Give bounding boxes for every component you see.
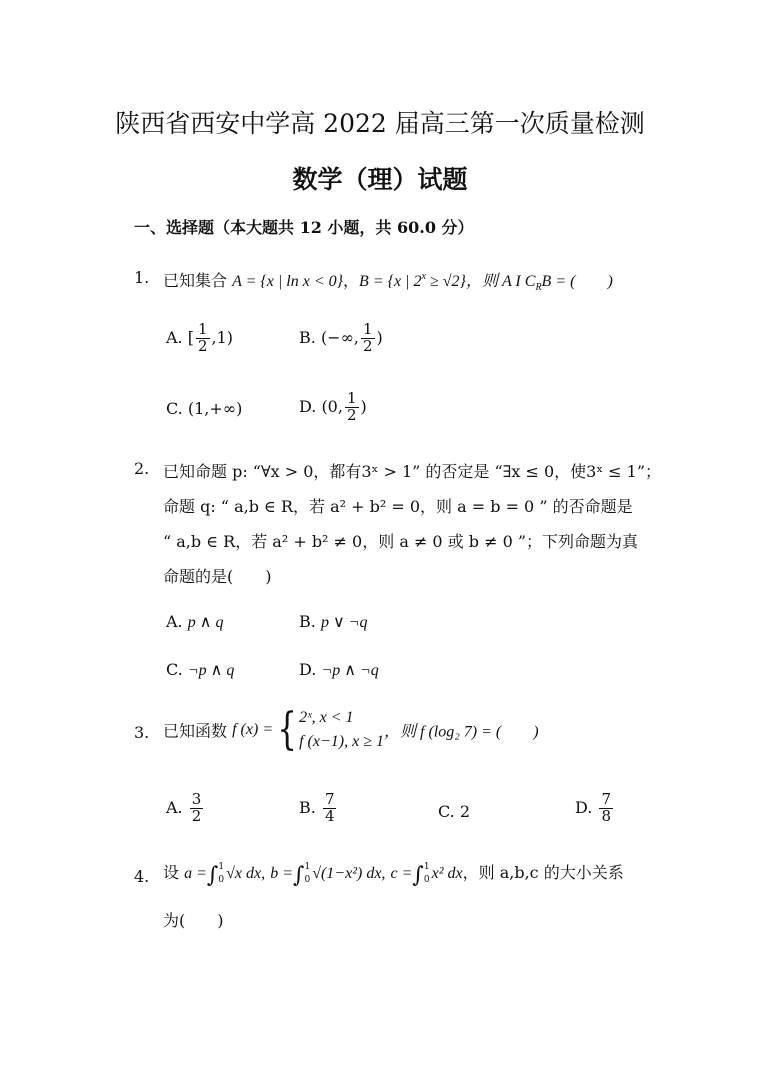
option-label: A. <box>166 612 183 631</box>
case-1: 2ˣ, x < 1 <box>299 709 354 726</box>
question-stem <box>163 706 539 754</box>
integrand-b: √(1−x²) dx, <box>312 865 386 882</box>
question-number: 1. <box>134 268 150 287</box>
integral-limits: 1 0 <box>423 861 430 885</box>
option-c[interactable] <box>166 399 242 418</box>
option-text: ¬p ∧ q <box>187 662 235 679</box>
option-text: (1,+∞) <box>187 399 243 418</box>
option-a[interactable] <box>166 612 223 632</box>
stem-line-3: “ a,b ∈ R，若 a² + b² ≠ 0，则 a ≠ 0 或 b ≠ 0 ”；下列命题为真 <box>163 532 639 551</box>
option-text: ) <box>376 327 383 347</box>
option-d[interactable] <box>299 391 367 424</box>
integral-sign: ∫ <box>412 863 424 888</box>
expr-c: c = <box>390 865 413 882</box>
question-stem <box>163 860 624 888</box>
set-a: A = {x | ln x < 0} <box>232 273 344 290</box>
option-label: C. <box>166 399 183 418</box>
stem-ask-rest: B = ( ) <box>541 273 613 290</box>
expr-a: a = <box>184 865 207 882</box>
integral-limits: 1 0 <box>304 861 311 885</box>
option-text: ,1) <box>211 327 234 347</box>
stem-prefix: 设 <box>163 863 180 882</box>
question-number: 4. <box>134 867 150 886</box>
question-number: 3. <box>134 723 150 742</box>
subscript-r: R <box>535 282 542 293</box>
option-label: D. <box>299 396 317 416</box>
brace-symbol: { <box>277 704 297 755</box>
piecewise-cases <box>299 706 384 754</box>
option-d[interactable] <box>575 792 615 825</box>
stem-ask: ，则 f (log₂ 7) = ( ) <box>384 723 539 741</box>
stem-prefix: 已知函数 <box>163 721 228 741</box>
option-text: ) <box>360 396 367 416</box>
option-b[interactable] <box>299 612 367 632</box>
option-label: D. <box>299 660 317 679</box>
function-name: f (x) = <box>232 721 274 738</box>
option-text: (−∞, <box>320 327 359 347</box>
option-text: p ∧ q <box>187 614 224 631</box>
option-text: ¬p ∧ ¬q <box>321 662 379 679</box>
exam-subtitle: 数学（理）试题 <box>292 165 468 194</box>
stem-ask: ，则 A I C <box>465 273 536 290</box>
fraction: $\frac{1}{2}$ <box>197 320 208 355</box>
expr-b: b = <box>270 865 293 882</box>
option-label: A. <box>166 327 183 347</box>
option-a[interactable] <box>166 792 205 825</box>
stem-prefix: 已知集合 <box>163 271 228 290</box>
option-a[interactable] <box>166 322 233 355</box>
option-text: 2 <box>459 802 471 821</box>
option-label: D. <box>575 797 593 817</box>
integrand-a: √x dx, <box>226 865 266 882</box>
option-b[interactable] <box>299 792 338 825</box>
stem-line-2: 命题 q: “ a,b ∈ R，若 a² + b² = 0，则 a = b = 0 ” 的否命题是 <box>163 497 633 516</box>
stem-line-1: 已知命题 p: “∀x > 0，都有3ˣ > 1” 的否定是 “∃x ≤ 0，使3ˣ ≤ 1”； <box>163 462 662 481</box>
fraction: $\frac{1}{2}$ <box>363 320 373 355</box>
option-text: [ <box>187 327 194 347</box>
fraction: $\frac{7}{8}$ <box>601 790 611 825</box>
case-2: f (x−1), x ≥ 1 <box>299 733 384 750</box>
fraction: $\frac{7}{4}$ <box>324 790 335 825</box>
option-c[interactable] <box>166 660 234 680</box>
option-label: B. <box>299 797 316 817</box>
option-label: C. <box>166 660 183 679</box>
option-text: (0, <box>321 396 343 416</box>
option-label: C. <box>438 802 455 821</box>
option-label: A. <box>166 797 183 817</box>
stem-line-4: 命题的是( ) <box>163 567 272 586</box>
option-c[interactable] <box>438 802 470 821</box>
integrand-c: x² dx <box>431 865 463 882</box>
option-b[interactable] <box>299 322 383 355</box>
section-heading: 一、选择题（本大题共 12 小题，共 60.0 分） <box>134 218 474 237</box>
stem-line-2: 为( ) <box>163 911 224 930</box>
integral-limits: 1 0 <box>218 861 225 885</box>
question-number: 2. <box>134 459 150 478</box>
exam-title: 陕西省西安中学高 2022 届高三第一次质量检测 <box>115 109 645 138</box>
exponent-x: x <box>421 271 426 282</box>
fraction: $\frac{3}{2}$ <box>191 790 202 825</box>
set-b-rest: ≥ √2} <box>425 273 466 290</box>
option-text: p ∨ ¬q <box>320 614 368 631</box>
integral-sign: ∫ <box>206 863 219 888</box>
option-d[interactable] <box>299 660 379 680</box>
option-label: B. <box>299 327 316 347</box>
fraction: $\frac{1}{2}$ <box>346 389 357 424</box>
option-label: B. <box>299 612 316 631</box>
question-stem: 已知集合 A = {x | ln x < 0}，B = {x | $2^x \ge √2$}，则 A I $C_RB$ = ( ) <box>163 271 613 293</box>
set-b: B = {x | 2 <box>359 273 422 290</box>
integral-sign: ∫ <box>292 863 305 888</box>
stem-ask: ，则 a,b,c 的大小关系 <box>462 863 624 882</box>
